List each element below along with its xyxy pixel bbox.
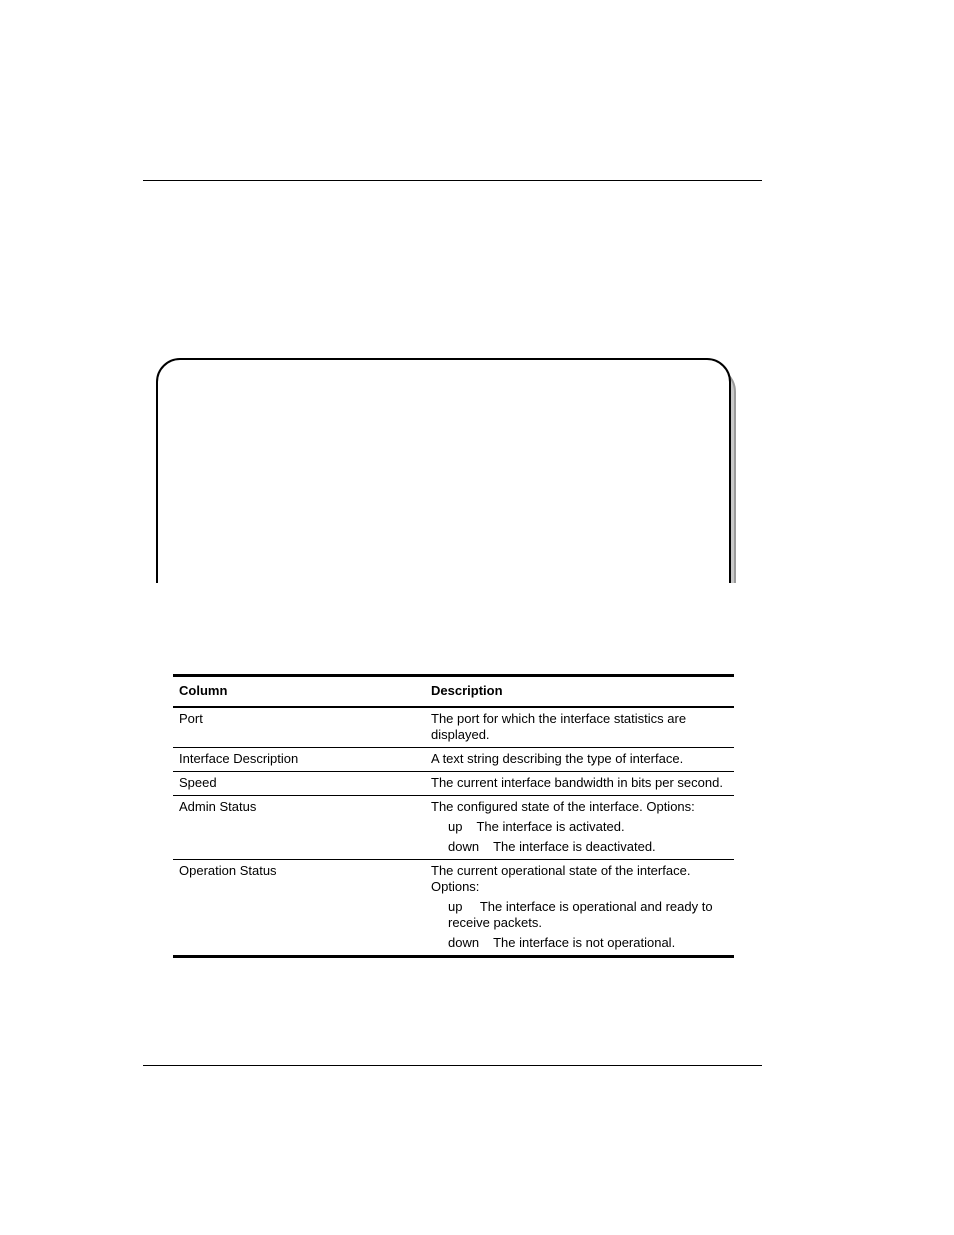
row-description: The configured state of the interface. Options: xyxy=(431,799,695,814)
screen-display-box xyxy=(156,358,736,598)
row-column-name: Speed xyxy=(179,775,217,790)
table-row xyxy=(173,860,734,957)
row-column-name: Admin Status xyxy=(179,799,257,814)
option-text: The interface is not operational. xyxy=(493,935,676,950)
table-header-row xyxy=(173,676,734,708)
option-term: down xyxy=(448,839,480,854)
option-term: down xyxy=(448,935,480,950)
row-description-cell xyxy=(425,860,734,957)
screen-box-cutoff xyxy=(150,583,750,613)
screen-box xyxy=(156,358,731,598)
option-text: The interface is activated. xyxy=(476,819,625,834)
table-row xyxy=(173,707,734,748)
row-description: A text string describing the type of interface. xyxy=(431,751,684,766)
table-row xyxy=(173,772,734,796)
option-text: The interface is deactivated. xyxy=(493,839,656,854)
row-description: The current operational state of the interface. Options: xyxy=(431,863,691,894)
header-column: Column xyxy=(179,683,228,698)
option-term: up xyxy=(448,899,463,914)
row-column-name: Operation Status xyxy=(179,863,277,878)
footer-rule xyxy=(143,1065,762,1066)
row-column-name: Port xyxy=(179,711,203,726)
header-rule xyxy=(143,180,762,181)
option-item xyxy=(431,819,728,835)
option-item xyxy=(431,839,728,855)
table-row xyxy=(173,748,734,772)
option-item xyxy=(431,899,728,931)
row-description: The current interface bandwidth in bits per second. xyxy=(431,775,723,790)
option-item xyxy=(431,935,728,951)
description-table xyxy=(173,674,734,958)
option-text: The interface is operational and ready to receive packets. xyxy=(448,899,713,930)
option-term: up xyxy=(448,819,463,834)
row-description: The port for which the interface statistics are displayed. xyxy=(431,711,687,742)
table-row xyxy=(173,796,734,860)
row-description-cell xyxy=(425,796,734,860)
header-description: Description xyxy=(431,683,503,698)
row-column-name: Interface Description xyxy=(179,751,299,766)
